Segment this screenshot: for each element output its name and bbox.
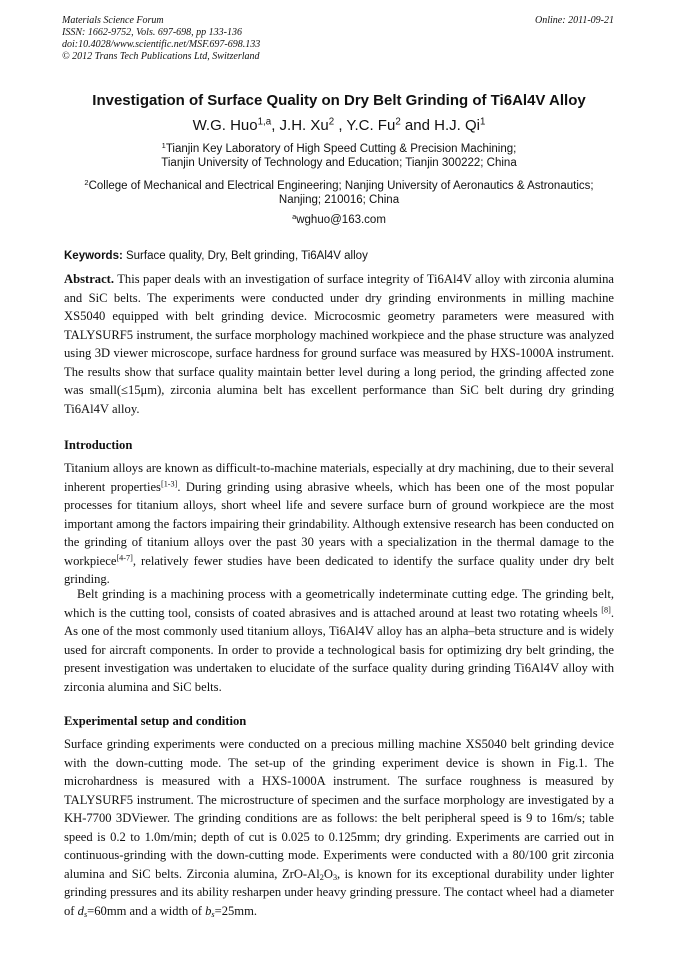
author-separator: and [400, 117, 435, 134]
subscript: 3 [332, 872, 338, 882]
paragraph-text: O [323, 866, 333, 881]
keywords [64, 249, 614, 263]
citation: [4-7] [116, 553, 133, 562]
author-name: W.G. Huo [192, 117, 258, 134]
keywords-label: Keywords: [64, 250, 123, 262]
author-email [40, 213, 638, 227]
author-list [40, 117, 638, 135]
paper-title: Investigation of Surface Quality on Dry Belt Grinding of Ti6Al4V Alloy [92, 92, 586, 109]
online-date: Online: 2011-09-21 [535, 15, 614, 26]
keywords-text: Surface quality, Dry, Belt grinding, Ti6Al4V alloy [122, 250, 368, 262]
section-heading-experimental: Experimental setup and condition [64, 714, 247, 728]
affiliation-mark: 2 [84, 177, 89, 187]
abstract-text: This paper deals with an investigation of surface integrity of Ti6Al4V alloy with zirconia alumina and SiC belts. The experiments were conducted under dry grinding environments in milling machine XS5040 equipped with belt grinding device. Microcosmic geometry parameters were measured with TALYSURF5 instrument, the surface morphology machined workpiece and the phase structure was analyzed using 3D viewer microscope, surface hardness for ground surface was measured by HXS-1000A instrument. The results show that surface quality maintain better level during a long period, the grinding affected zone was small(≤15μm), zirconia alumina belt has excellent performance than SiC belt during dry grinding Ti6Al4V alloy. [64, 272, 614, 416]
paragraph-text: Belt grinding is a machining process with a geometrically indeterminate cutting edge. The grinding belt, which is the cutting tool, consists of coated abrasives and is attached around at least two rotating wheels [64, 587, 614, 620]
author-name: J.H. Xu [279, 117, 329, 134]
paragraph-text: Titanium alloys are known as difficult-to-machine materials, especially at dry machining, due to their several inherent properties [64, 461, 614, 494]
paragraph-text: . As one of the most commonly used titanium alloys, Ti6Al4V alloy has an alpha–beta structure and is widely used for aircraft components. In order to provide a technological basis for optimizing dry belt grinding, the present investigation was undertaken to elucidate of the surface quality during grinding Ti6Al4V alloy with zirconia alumina and SiC belts. [64, 605, 614, 694]
doi-line: doi:10.4028/www.scientific.net/MSF.697-698.133 [62, 39, 261, 50]
affiliation-text: Tianjin Key Laboratory of High Speed Cutting & Precision Machining; [165, 143, 517, 155]
variable-d: d [77, 903, 84, 918]
affiliation-text: College of Mechanical and Electrical Engineering; Nanjing University of Aeronautics & Astronautics; [88, 180, 594, 192]
introduction-paragraph-1 [64, 459, 614, 589]
affiliation-mark: 1 [161, 140, 166, 150]
issn-line: ISSN: 1662-9752, Vols. 697-698, pp 133-136 [62, 27, 242, 38]
experimental-paragraph [64, 735, 614, 920]
affiliation-1 [40, 142, 638, 170]
citation: [1-3] [160, 479, 178, 488]
author-separator: , [271, 117, 280, 134]
citation: [8] [601, 605, 611, 614]
paragraph-text: . During grinding using abrasive wheels, which has been one of the most popular processes for titanium alloys, short wheel life and severe surface burn of ground workpiece are the most important among the factors impairing their grindability. Although extensive research has been conducted on the grinding of titanium alloys over the past 30 years with a specialization in the thermal damage to the workpiece [64, 479, 614, 568]
author-name: H.J. Qi [434, 117, 480, 134]
email-address: wghuo@163.com [296, 214, 386, 226]
journal-name: Materials Science Forum [62, 15, 164, 26]
paragraph-text: , relatively fewer studies have been dedicated to identify the surface quality under dry belt grinding. [64, 553, 614, 586]
author-affiliation-mark: 2 [328, 116, 335, 128]
variable-b: b [205, 903, 212, 918]
author-affiliation-mark: 2 [395, 116, 401, 128]
author-affiliation-mark: 1 [479, 116, 486, 128]
paragraph-text: Surface grinding experiments were conducted on a precious milling machine XS5040 belt grinding device with the down-cutting mode. The set-up of the grinding experiment device is shown in Fig.1. The microhardness is measured with a HXS-1000A instrument. The surface roughness is measured by TALYSURF5 instrument. The microstructure of specimen and the surface morphology are investigated by a KH-7700 3DViewer. The grinding conditions are as follows: the belt peripheral speed is 9 to 16m/s; table speed is 0.2 to 1.0m/min; depth of cut is 0.025 to 0.125mm; dry grinding. Experiments are carried out in continuous-grinding with the down-cutting mode. Experiments were conducted with a 80/100 grit zirconia alumina and SiC belts. Zirconia alumina, ZrO-Al [64, 737, 614, 881]
introduction-paragraph-2 [64, 585, 614, 696]
copyright-line: © 2012 Trans Tech Publications Ltd, Switzerland [62, 51, 260, 62]
paragraph-text: , is known for its exceptional durability under lighter grinding pressures and its ability resharpen under heavy grinding pressure. The contact wheel had a diameter of [64, 866, 614, 918]
abstract-label: Abstract. [64, 272, 115, 286]
subscript: 2 [319, 872, 324, 882]
affiliation-text: Nanjing; 210016; China [278, 194, 400, 206]
paragraph-text: =60mm and a width of [87, 903, 206, 918]
author-affiliation-mark: 1,a [257, 116, 272, 128]
paragraph-text: =25mm. [214, 903, 258, 918]
journal-header [62, 15, 260, 63]
affiliation-2 [24, 179, 654, 207]
section-heading-introduction: Introduction [64, 438, 133, 452]
abstract [64, 270, 614, 418]
email-mark: a [292, 211, 297, 221]
author-separator: , [334, 117, 347, 134]
author-name: Y.C. Fu [346, 117, 396, 134]
subscript: s [211, 909, 215, 919]
subscript: s [83, 909, 88, 919]
affiliation-text: Tianjin University of Technology and Education; Tianjin 300222; China [161, 157, 517, 169]
